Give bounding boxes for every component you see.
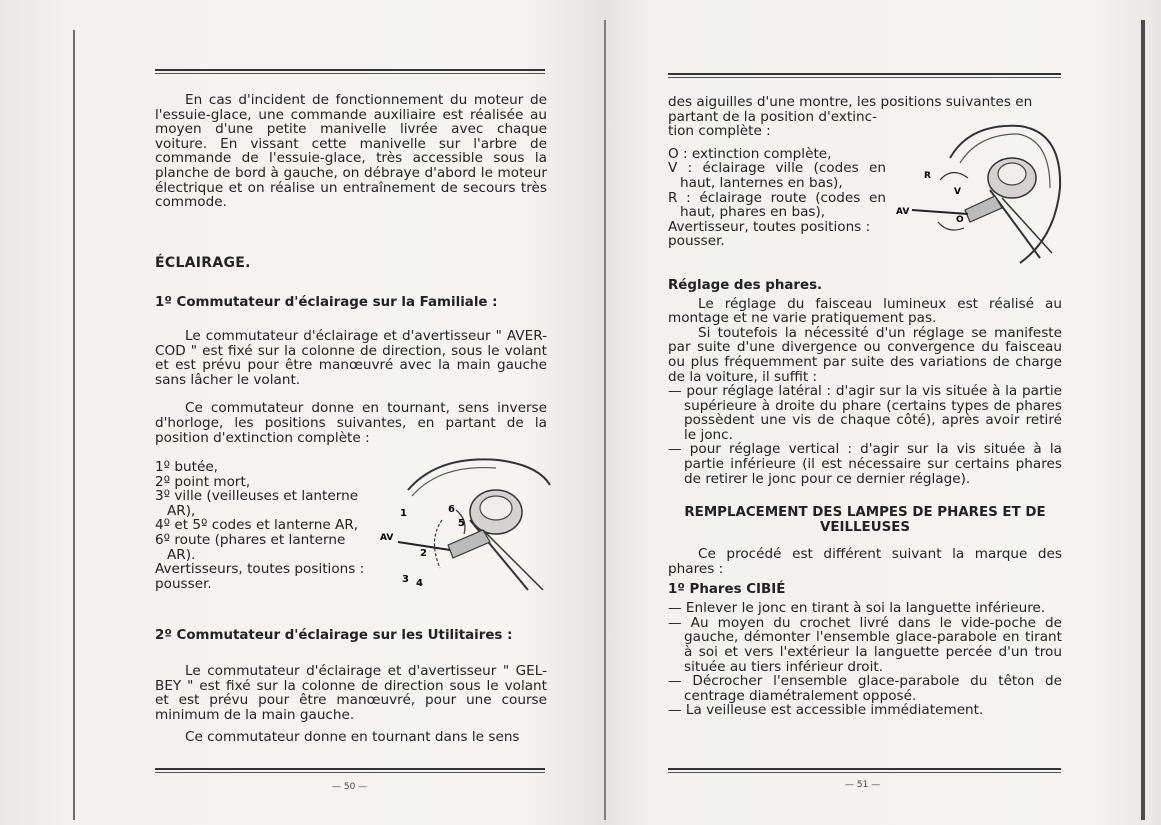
right-paragraph-reglage-1: Le réglage du faisceau lumineux est réalisé au montage et ne varie pratiquement pas. xyxy=(668,295,1062,327)
right-subheading-reglage: Réglage des phares. xyxy=(668,277,823,293)
left-list-item: 1º butée, xyxy=(155,459,218,476)
left-page xyxy=(155,93,547,745)
fig-label-av: AV xyxy=(896,207,910,217)
fig-label-3: 3 xyxy=(402,574,409,585)
right-list-item: V : éclairage ville (codes en haut, lanternes en bas), xyxy=(668,160,886,191)
left-subheading-utilitaires: 2º Commutateur d'éclairage sur les Utilitaires : xyxy=(155,628,513,644)
page-edge-right xyxy=(1141,20,1145,820)
right-bottom-rule xyxy=(668,768,1061,773)
right-page-number: — 51 — xyxy=(845,780,881,790)
right-list-item: R : éclairage route (codes en haut, phares en bas), xyxy=(668,189,886,221)
fig-label-v: V xyxy=(954,187,961,197)
left-paragraph-avercod: Le commutateur d'éclairage et d'avertisseur " AVER-COD " est fixé sur la colonne de direction, sous le volant et est prévu pour être manœuvré avec la main gauche sans lâcher le volant. xyxy=(155,327,547,388)
right-dash-item: — pour réglage latéral : d'agir sur la vis située à la partie supérieure à droite du phare (certains types de phares possèdent une vis de chaque côté), après avoir retiré le jonc. xyxy=(668,383,1062,443)
left-bottom-rule xyxy=(155,768,545,773)
right-dash-item: — Au moyen du crochet livré dans le vide-poche de gauche, démonter l'ensemble glace-parabole en tirant à soi et vers l'extérieur la languette percée d'un trou située au tiers inférieur droit. xyxy=(668,614,1062,675)
right-list-item: Avertisseur, toutes positions : pousser. xyxy=(668,218,871,250)
fig-label-5: 5 xyxy=(458,518,465,529)
left-list-item: 2º point mort, xyxy=(155,473,251,490)
fig-label-4: 4 xyxy=(416,578,423,589)
fig-label-av: AV xyxy=(380,533,394,543)
left-list-item: Avertisseurs, toutes positions : pousser. xyxy=(155,561,365,592)
right-paragraph-continuation: des aiguilles d'une montre, les positions suivantes en xyxy=(668,94,1033,110)
left-intro-paragraph: En cas d'incident de fonctionnement du moteur de l'essuie-glace, une commande auxiliaire est réalisée au moyen d'une petite manivelle livrée avec chaque voiture. En vissant cette manivelle sur l'arbre de commande de l'essuie-glace, très accessible sous la planche de bord à gauche, on débraye d'abord le moteur électrique et on réalise un entraînement de secours très commode. xyxy=(155,92,547,211)
left-list-item: 6º route (phares et lanterne AR). xyxy=(155,532,346,563)
book-gutter xyxy=(604,20,606,820)
right-top-rule xyxy=(668,73,1061,78)
right-dash-item: — pour réglage vertical : d'agir sur la vis située à la partie inférieure (il est nécessaire sur certains phares de retirer le jonc pour ce dernier réglage). xyxy=(668,441,1062,487)
left-list-item: 3º ville (veilleuses et lanterne AR), xyxy=(155,488,359,519)
fig-label-o: O xyxy=(956,215,964,225)
left-paragraph-sens: Ce commutateur donne en tournant dans le sens xyxy=(185,729,520,746)
right-paragraph-continuation-3: tion complète : xyxy=(668,123,771,140)
page-edge-left xyxy=(73,30,75,820)
left-paragraph-gelbey: Le commutateur d'éclairage et d'avertisseur " GEL-BEY " est fixé sur la colonne de direction sous le volant et est prévu pour être manœuvré, pour une course minimum de la main gauche. xyxy=(155,663,547,723)
right-paragraph-reglage-2: Si toutefois la nécessité d'un réglage se manifeste par suite d'une divergence ou convergence du faisceau ou plus fréquemment par suite des variations de charge de la voiture, il suffit : xyxy=(668,324,1062,385)
fig-label-2: 2 xyxy=(420,548,427,559)
right-list-item: O : extinction complète, xyxy=(668,145,832,162)
left-paragraph-positions: Ce commutateur donne en tournant, sens inverse d'horloge, les positions suivantes, en partant de la position d'extinction complète : xyxy=(155,400,547,446)
right-paragraph-continuation-2: partant de la position d'extinc- xyxy=(668,108,878,125)
right-heading-remplacement: REMPLACEMENT DES LAMPES DE PHARES ET DE VEILLEUSES xyxy=(684,505,1046,535)
left-page-number: — 50 — xyxy=(332,782,368,792)
left-top-rule xyxy=(155,69,545,74)
left-subheading-familiale: 1º Commutateur d'éclairage sur la Familiale : xyxy=(155,295,498,311)
fig-label-r: R xyxy=(924,171,931,181)
right-dash-item: — La veilleuse est accessible immédiatement. xyxy=(668,702,984,719)
fig-label-1: 1 xyxy=(400,508,407,519)
right-positions-list xyxy=(668,147,886,249)
right-dash-item: — Décrocher l'ensemble glace-parabole du têton de centrage diamétralement opposé. xyxy=(668,673,1062,704)
right-dash-item: — Enlever le jonc en tirant à soi la languette inférieure. xyxy=(668,600,1046,617)
familiale-switch-illustration xyxy=(378,450,553,600)
left-list-item: 4º et 5º codes et lanterne AR, xyxy=(155,517,359,534)
left-heading-eclairage: ÉCLAIRAGE. xyxy=(155,254,251,271)
right-subheading-cibie: 1º Phares CIBIÉ xyxy=(668,581,786,597)
utilitaires-switch-illustration xyxy=(890,118,1066,268)
fig-label-6: 6 xyxy=(448,504,455,515)
left-positions-list xyxy=(155,460,370,591)
right-paragraph-procede: Ce procédé est différent suivant la marque des phares : xyxy=(668,546,1062,578)
